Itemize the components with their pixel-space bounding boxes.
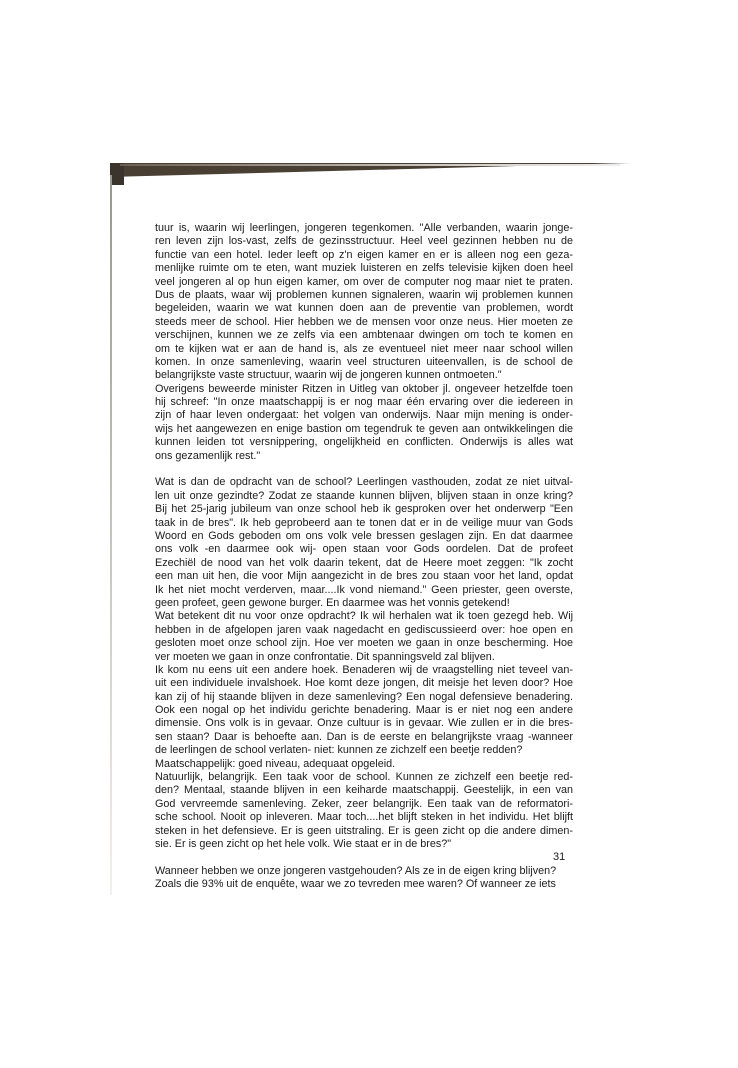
text-line: Wat betekent dit nu voor onze opdracht? Ik wil herhalen wat ik toen gezegd heb. Wij [155, 610, 573, 623]
text-line: len uit onze gezindte? Zodat ze staande kunnen blijven, blijven staan in onze kring? [155, 489, 573, 502]
text-line: Maatschappelijk: goed niveau, adequaat opgeleid. [155, 757, 396, 770]
text-line: Ik kom nu eens uit een andere hoek. Benaderen wij de vraagstelling niet teveel van- [155, 663, 573, 676]
text-line: functie van een hotel. Ieder leeft op z'n eigen kamer en er is alleen nog een geza- [155, 248, 573, 261]
text-line: steken in het defensieve. Er is geen uitstraling. Er is geen zicht op die andere dimen- [155, 824, 573, 837]
text-line: om te kijken wat er aan de hand is, als ze eventueel niet meer naar school willen [155, 342, 573, 355]
text-line: menlijke ruimte om te eten, want muziek luisteren en zelfs televisie kijken doen heel [155, 262, 573, 275]
text-line: kan zij of hij staande blijven in deze samenleving? Een nogal defensieve benadering. [155, 690, 573, 703]
text-line: veel jongeren al op hun eigen kamer, om over de computer nog maar niet te praten. [155, 275, 573, 288]
page-top-edge [120, 164, 620, 166]
text-line: tuur is, waarin wij leerlingen, jongeren tegenkomen. "Alle verbanden, waarin jonge- [155, 222, 573, 234]
text-line: gesloten moet onze school zijn. Hoe ver moeten we gaan in onze bescherming. Hoe [155, 637, 573, 650]
text-line: uit een individuele invalshoek. Hoe komt deze jongen, dit meisje het leven door? Hoe [155, 677, 573, 690]
text-line: sie. Er is geen zicht op het hele volk. Wie staat er in de bres?" [155, 837, 452, 850]
text-line: Zoals die 93% uit de enquête, waar we zo tevreden mee waren? Of wanneer ze iets [155, 878, 556, 891]
text-line: ons volk -en daarmee ook wij- open staan voor Gods oordelen. Dat de profeet [155, 543, 573, 556]
text-line: geen profeet, geen gewone burger. En daarmee was het vonnis getekend! [155, 596, 510, 609]
text-line: Dus de plaats, waar wij problemen kunnen signaleren, waarin wij problemen kunnen [155, 288, 573, 301]
text-line: Wat is dan de opdracht van de school? Leerlingen vasthouden, zodat ze niet uitval- [155, 476, 573, 489]
text-line: belangrijkste vaste structuur, waarin wij de jongeren kunnen ontmoeten." [155, 369, 502, 382]
text-line: sen staan? Daar is behoefte aan. Dan is de eerste en belangrijkste vraag -wanneer [155, 730, 573, 743]
paragraph-gap [155, 463, 573, 476]
text-line: Overigens beweerde minister Ritzen in Uitleg van oktober jl. ongeveer hetzelfde toen [155, 382, 573, 395]
text-line: ver moeten we gaan in onze confrontatie. Dit spanningsveld zal blijven. [155, 650, 495, 663]
text-line: zijn of haar leven ondergaat: het volgen van onderwijs. Naar mijn mening is onder- [155, 409, 573, 422]
text-line: dimensie. Ons volk is in gevaar. Onze cultuur is in gevaar. Wie zullen er in die bres- [155, 717, 573, 730]
text-line: Ezechiël de nood van het volk daarin tekent, dat de Heere moet zeggen: "Ik zocht [155, 556, 573, 569]
text-line: Natuurlijk, belangrijk. Een taak voor de school. Kunnen ze zichzelf een beetje red- [155, 771, 573, 784]
text-line: wijs het aangewezen en enige bastion om tegendruk te geven aan ontwikkelingen die [155, 422, 573, 435]
text-line: begeleiden, waarin we wat kunnen doen aan de preventie van problemen, wordt [155, 302, 573, 315]
text-line: ren leven zijn los-vast, zelfs de gezinsstructuur. Heel veel gezinnen hebben nu de [155, 235, 573, 248]
text-line: Wanneer hebben we onze jongeren vastgehouden? Als ze in de eigen kring blijven? [155, 864, 557, 877]
text-line: steeds meer de school. Hier hebben we de mensen voor onze neus. Hier moeten ze [155, 315, 573, 328]
text-line: de leerlingen de school verlaten- niet: kunnen ze zichzelf een beetje redden? [155, 744, 523, 757]
text-line: een man uit hen, die voor Mijn aangezicht in de bres zou staan voor het land, opdat [155, 570, 573, 583]
text-line: ons gezamenlijk rest." [155, 449, 261, 462]
text-line: komen. In onze samenleving, waarin veel structuren uiteenvallen, is de school de [155, 355, 573, 368]
page-corner-shadow-block [110, 163, 124, 185]
page-left-edge [110, 175, 112, 895]
page-number: 31 [553, 851, 566, 863]
text-line: hebben in de afgelopen jaren vaak nagedacht en gediscussieerd over: hoe open en [155, 623, 573, 636]
body-text [155, 222, 573, 892]
text-line: sche school. Nooit op inleveren. Maar toch....het blijft steken in het individu. Het blijft [155, 811, 573, 824]
paragraph-gap [155, 851, 573, 864]
text-line: den? Mentaal, staande blijven in een keiharde maatschappij. Geestelijk, in een van [155, 784, 573, 797]
text-line: Woord en Gods geboden om ons volk vele bressen geslagen zijn. En dat daarmee [155, 529, 573, 542]
text-line: verschijnen, kunnen we ze zelfs via een ambtenaar dwingen om toch te komen en [155, 329, 573, 342]
text-line: hij schreef: "In onze maatschappij is er nog maar één ervaring over die iedereen in [155, 396, 573, 409]
text-line: Ik het niet mocht verderven, maar....Ik vond niemand." Geen priester, geen overste, [155, 583, 573, 596]
text-line: taak in de bres". Ik heb geprobeerd aan te tonen dat er in de veilige muur van Gods [155, 516, 573, 529]
text-line: God vervreemde samenleving. Zeker, zeer belangrijk. Een taak van de reformatori- [155, 797, 573, 810]
text-line: Bij het 25-jarig jubileum van onze school heb ik gesproken over het onderwerp "Een [155, 503, 573, 516]
text-line: Ook een nogal op het individu gerichte benadering. Maar is er niet nog een andere [155, 704, 573, 717]
text-line: kunnen leiden tot versnippering, ongelijkheid en conflicten. Onderwijs is alles wat [155, 436, 573, 449]
